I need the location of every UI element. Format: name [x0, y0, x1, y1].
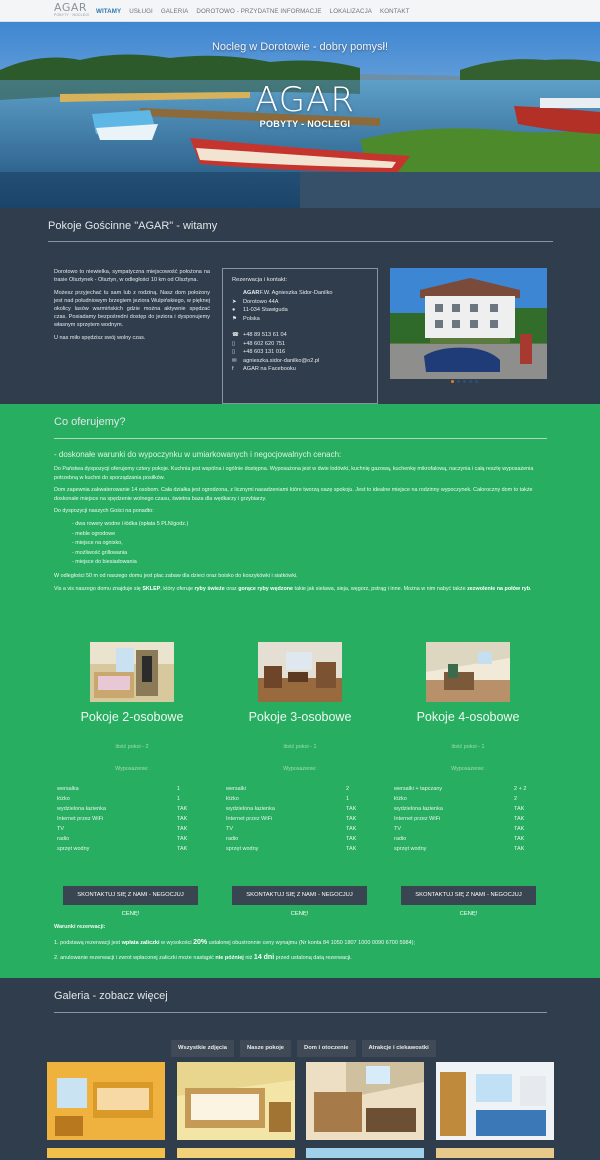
- room-3-photo[interactable]: [258, 642, 342, 702]
- spec-key: wydzielona łazienka: [226, 806, 275, 812]
- contact-phone[interactable]: [232, 331, 368, 340]
- spec-value: TAK: [177, 826, 188, 832]
- spec-value: 2: [346, 786, 350, 792]
- carousel-dot[interactable]: [475, 380, 478, 383]
- spec-row: [394, 834, 534, 844]
- contact-mobile[interactable]: [232, 340, 368, 349]
- amenities-list: [72, 520, 547, 568]
- filter-house[interactable]: Dom i otoczenie: [297, 1040, 355, 1057]
- terms-text: niż: [243, 955, 254, 961]
- spec-key: wydzielona łazienka: [57, 806, 106, 812]
- carousel-dots: [451, 380, 478, 383]
- spec-key: radio: [394, 836, 407, 842]
- spec-row: [57, 814, 197, 824]
- offer-paragraph: Do dyspozycji naszych Gości na ponadto:: [54, 508, 154, 515]
- spec-row: [394, 844, 534, 854]
- spec-value: TAK: [514, 846, 525, 852]
- room-3-title: Pokoje 3-osobowe: [248, 710, 352, 724]
- spec-value: 1: [177, 786, 181, 792]
- carousel-dot-active[interactable]: [451, 380, 454, 383]
- spec-key: TV: [57, 826, 65, 832]
- spec-value: TAK: [514, 826, 525, 832]
- welcome-paragraph: Dorotowo to niewielka, sympatyczna miejscowość położona na trasie Olsztynek - Olsztyn, w odległości 10 km od Olsztyna.: [54, 269, 210, 283]
- spec-row: [394, 794, 534, 804]
- list-item: - miejsce do biesiadowania: [72, 558, 547, 568]
- gallery-thumb[interactable]: [436, 1148, 554, 1158]
- spec-key: łóżko: [57, 796, 70, 802]
- gallery-divider: [54, 1012, 547, 1013]
- logo-subtext: POBYTY · NOCLEGI: [54, 13, 90, 17]
- room-2-specs: [57, 784, 197, 854]
- shop-text: oraz: [224, 585, 239, 592]
- offer-body: [54, 465, 547, 597]
- terms-text-bold: 14 dni: [253, 954, 275, 961]
- facebook-icon: f: [232, 366, 234, 373]
- spec-key: wersalka: [57, 786, 79, 792]
- welcome-paragraph: Możesz przyjechać tu sam lub z rodziną. Nasz dom położony jest nad południowym brzegiem jeziora Wulpińskiego, w pięknej okolicy lasów warmińskich gdzie można aktywnie spędzać czas. Posiadamy bezpośredni dostęp do jeziora i dysponujemy własnym sprzętem wodnym.: [54, 290, 210, 328]
- contact-negotiate-button[interactable]: SKONTAKTUJ SIĘ Z NAMI - NEGOCJUJ CENĘ!: [63, 886, 198, 905]
- list-item: - meble ogrodowe: [72, 530, 547, 540]
- contact-facebook[interactable]: [232, 365, 368, 374]
- list-item: - miejsce na ognisko,: [72, 539, 547, 549]
- gallery-title: Galeria - zobacz więcej: [54, 990, 168, 1002]
- spec-row: [226, 834, 366, 844]
- gallery-section: [0, 978, 600, 1160]
- list-item: - możliwość grillowania: [72, 549, 547, 559]
- facebook-text: AGAR na Facebooku: [243, 366, 296, 373]
- spec-row: [57, 804, 197, 814]
- room-4-specs: [394, 784, 534, 854]
- spec-row: [57, 824, 197, 834]
- city-text: 11-034 Stawiguda: [243, 307, 288, 314]
- envelope-icon: ✉: [232, 357, 237, 364]
- main-menu: [96, 0, 418, 22]
- mobile-text: +48 602 620 751: [243, 340, 286, 347]
- offer-divider: [54, 438, 547, 439]
- spec-value: TAK: [346, 846, 357, 852]
- spec-row: [57, 844, 197, 854]
- offer-paragraph: Do Państwa dyspozycji oferujemy cztery pokoje. Kuchnia jest wspólna i ogólnie dostępna. Wyposażona jest w dwie lodówki, kuchnię gazową, kuchenkę mikrofalową, naczynia i całą resztę wyposażenia potrzebną w kuchni do sporządzania posiłków.: [54, 466, 534, 481]
- hero-brand-subtitle: POBYTY - NOCLEGI: [259, 119, 351, 129]
- nav-item-galeria[interactable]: GALERIA: [160, 7, 189, 15]
- terms-text: 1. podstawą rezerwacji jest: [54, 940, 122, 946]
- contact-box: [222, 268, 378, 404]
- spec-key: wersalki + tapczany: [394, 786, 443, 792]
- offer-section: [0, 404, 600, 978]
- offer-paragraph: Dom zapewnia zakwaterowanie 14 osobom. Cała działka jest ogrodzona, z licznymi nasadzeniami które tworzą oazę spokoju. Jest to idealne miejsce na rodzinny wypoczynek. Całoroczny dom to także doskonałe miejsce na spędzenie wolnego czasu, świetna baza dla wędkarzy i grzybiarzy.: [54, 487, 533, 502]
- spec-key: radio: [57, 836, 70, 842]
- room-4-count: ilość pokoi - 1: [451, 744, 485, 750]
- phone-text: +48 89 513 61 04: [243, 332, 287, 339]
- room-2-title: Pokoje 2-osobowe: [80, 710, 184, 724]
- spec-value: 2: [514, 796, 518, 802]
- gallery-thumb[interactable]: [177, 1148, 295, 1158]
- nav-item-uslugi[interactable]: USŁUGI: [129, 7, 153, 15]
- mobile-icon: ▯: [232, 349, 236, 356]
- list-item: - dwa rowery wodne i łódka (opłata 5 PLN/godz.): [72, 520, 547, 530]
- logo[interactable]: [54, 2, 90, 20]
- spec-row: [226, 824, 366, 834]
- map-marker-icon: ●: [232, 307, 236, 314]
- terms-item: [54, 954, 547, 962]
- terms-text-bold: 20%: [193, 939, 208, 946]
- nav-item-dorotowo-info[interactable]: DOROTOWO - PRZYDATNE INFORMACJE: [196, 7, 322, 15]
- welcome-paragraph: U nas miło spędzisz swój wolny czas.: [54, 335, 146, 341]
- company-name-rest: F.W. Agnieszka Sidor-Danilko: [259, 290, 333, 297]
- reservation-terms: [54, 923, 547, 969]
- gallery-thumb[interactable]: [306, 1062, 424, 1140]
- spec-row: [394, 804, 534, 814]
- hero-tagline: Nocleg w Dorotowie - dobry pomysł!: [211, 41, 389, 53]
- email-text: agnieszka.sidor-danilko@o2.pl: [243, 357, 320, 364]
- spec-value: TAK: [514, 816, 525, 822]
- spec-value: TAK: [346, 836, 357, 842]
- shop-text-bold: ryby świeże: [194, 585, 225, 592]
- welcome-title: Pokoje Gościnne "AGAR" - witamy: [48, 220, 218, 232]
- spec-row: [394, 814, 534, 824]
- shop-text: takie jak sielawa, sieja, węgorz, pstrąg i inne. Można w nim nabyć także: [293, 585, 468, 592]
- spec-value: 1: [346, 796, 350, 802]
- spec-row: [226, 784, 366, 794]
- contact-mobile[interactable]: [232, 348, 368, 357]
- spec-row: [226, 814, 366, 824]
- terms-text: w wysokości: [159, 940, 194, 946]
- shop-text-bold: gorące ryby wędzone: [238, 585, 294, 592]
- room-2-equipment-label: Wyposażenie:: [115, 766, 149, 772]
- spec-value: TAK: [177, 836, 188, 842]
- house-photo[interactable]: [390, 268, 547, 379]
- terms-text: ustalonej obustronnie ceny wynajmu (Nr konta 84 1050 1807 1000 0090 6700 5984);: [207, 940, 416, 946]
- room-3-count: ilość pokoi - 1: [283, 744, 317, 750]
- shop-paragraph: [54, 585, 547, 594]
- spec-key: sprzęt wodny: [226, 846, 259, 852]
- welcome-section: [0, 208, 600, 404]
- hero-brand: [250, 82, 360, 129]
- spec-value: TAK: [346, 826, 357, 832]
- spec-value: 1: [177, 796, 181, 802]
- terms-heading: Warunki rezerwacji:: [54, 924, 106, 930]
- spec-key: wersalki: [226, 786, 246, 792]
- welcome-text: [54, 268, 210, 347]
- nav-item-lokalizacja[interactable]: LOKALIZACJA: [329, 7, 373, 15]
- spec-row: [394, 824, 534, 834]
- terms-text: 2. anulowanie rezerwacji i zwrot wpłaconej zaliczki może nastąpić: [54, 955, 216, 961]
- welcome-divider: [48, 241, 553, 242]
- contact-country: [232, 315, 368, 324]
- room-4-photo[interactable]: [426, 642, 510, 702]
- hero-banner: [0, 22, 600, 208]
- mobile-icon: ▯: [232, 340, 236, 347]
- contact-email[interactable]: [232, 357, 368, 366]
- spec-value: TAK: [514, 806, 525, 812]
- gallery-thumb[interactable]: [47, 1062, 165, 1140]
- gallery-thumb[interactable]: [436, 1062, 554, 1140]
- spec-key: sprzęt wodny: [57, 846, 90, 852]
- offer-title: Co oferujemy?: [54, 416, 126, 428]
- spec-row: [394, 784, 534, 794]
- spec-row: [57, 834, 197, 844]
- shop-text: .: [530, 585, 532, 592]
- spec-value: TAK: [514, 836, 525, 842]
- carousel-dot[interactable]: [469, 380, 472, 383]
- spec-value: TAK: [346, 806, 357, 812]
- spec-key: wydzielona łazienka: [394, 806, 443, 812]
- carousel-dot[interactable]: [457, 380, 460, 383]
- address-text: Dorotowo 44A: [243, 298, 279, 305]
- offer-subtitle: - doskonałe warunki do wypoczynku w umiarkowanych i negocjowalnych cenach:: [54, 450, 342, 459]
- shop-text-bold: zezwolenie na połów ryb: [467, 585, 531, 592]
- nav-item-witamy[interactable]: WITAMY: [96, 7, 122, 15]
- room-2-photo[interactable]: [90, 642, 174, 702]
- contact-negotiate-button[interactable]: SKONTAKTUJ SIĘ Z NAMI - NEGOCJUJ CENĘ!: [401, 886, 536, 905]
- mobile-text: +48 603 131 016: [243, 349, 286, 356]
- spec-key: łóżko: [226, 796, 239, 802]
- spec-key: Internet przez WiFi: [57, 816, 104, 822]
- location-arrow-icon: ➤: [232, 298, 237, 305]
- spec-value: TAK: [177, 846, 188, 852]
- contact-negotiate-button[interactable]: SKONTAKTUJ SIĘ Z NAMI - NEGOCJUJ CENĘ!: [232, 886, 367, 905]
- filter-all-photos[interactable]: Wszystkie zdjęcia: [171, 1040, 234, 1057]
- gallery-filters: [171, 1040, 442, 1057]
- spec-row: [226, 794, 366, 804]
- phone-icon: ☎: [232, 332, 239, 339]
- gallery-thumb[interactable]: [306, 1148, 424, 1158]
- room-4-title: Pokoje 4-osobowe: [416, 710, 520, 724]
- spec-row: [57, 784, 197, 794]
- shop-text: , który oferuje: [160, 585, 195, 592]
- room-4-equipment-label: Wyposażenie:: [451, 766, 485, 772]
- gallery-thumb[interactable]: [177, 1062, 295, 1140]
- hero-brand-title: AGAR: [255, 80, 355, 120]
- country-text: Polska: [243, 315, 260, 322]
- room-3-specs: [226, 784, 366, 854]
- room-2-count: ilość pokoi - 2: [115, 744, 149, 750]
- terms-item: [54, 939, 547, 947]
- offer-paragraph: W odległości 50 m od naszego domu jest plac zabaw dla dzieci oraz boisko do koszykówki i siatkówki.: [54, 572, 298, 579]
- nav-item-kontakt[interactable]: KONTAKT: [380, 7, 410, 15]
- carousel-dot[interactable]: [463, 380, 466, 383]
- spec-value: TAK: [346, 816, 357, 822]
- spec-key: TV: [226, 826, 234, 832]
- contact-heading: Rezerwacja i kontakt:: [232, 277, 288, 283]
- spec-key: TV: [394, 826, 402, 832]
- spec-value: 2 + 2: [514, 786, 527, 792]
- terms-text-bold: nie później: [215, 955, 244, 961]
- spec-row: [226, 804, 366, 814]
- shop-text: Vis a vis naszego domu znajduje się: [54, 585, 143, 592]
- room-3-equipment-label: Wyposażenie:: [283, 766, 317, 772]
- spec-row: [226, 844, 366, 854]
- filter-rooms[interactable]: Nasze pokoje: [240, 1040, 291, 1057]
- contact-city: [232, 306, 368, 315]
- gallery-thumb[interactable]: [47, 1148, 165, 1158]
- spec-key: Internet przez WiFi: [226, 816, 273, 822]
- terms-text-bold: wpłata zaliczki: [121, 940, 160, 946]
- logo-text: AGAR: [54, 1, 88, 14]
- spec-value: TAK: [177, 806, 188, 812]
- spec-value: TAK: [177, 816, 188, 822]
- contact-company: [232, 289, 368, 298]
- spec-row: [57, 794, 197, 804]
- spec-key: sprzęt wodny: [394, 846, 427, 852]
- filter-attractions[interactable]: Atrakcje i ciekawostki: [362, 1040, 436, 1057]
- spec-key: radio: [226, 836, 239, 842]
- contact-address: [232, 298, 368, 307]
- flag-icon: ⚑: [232, 315, 237, 322]
- top-navbar: [0, 0, 600, 22]
- spec-key: łóżko: [394, 796, 407, 802]
- terms-text: przed ustaloną datą rezerwacji.: [274, 955, 352, 961]
- shop-text-bold: SKLEP: [142, 585, 161, 592]
- company-name-bold: AGAR: [243, 290, 260, 297]
- spec-key: Internet przez WiFi: [394, 816, 441, 822]
